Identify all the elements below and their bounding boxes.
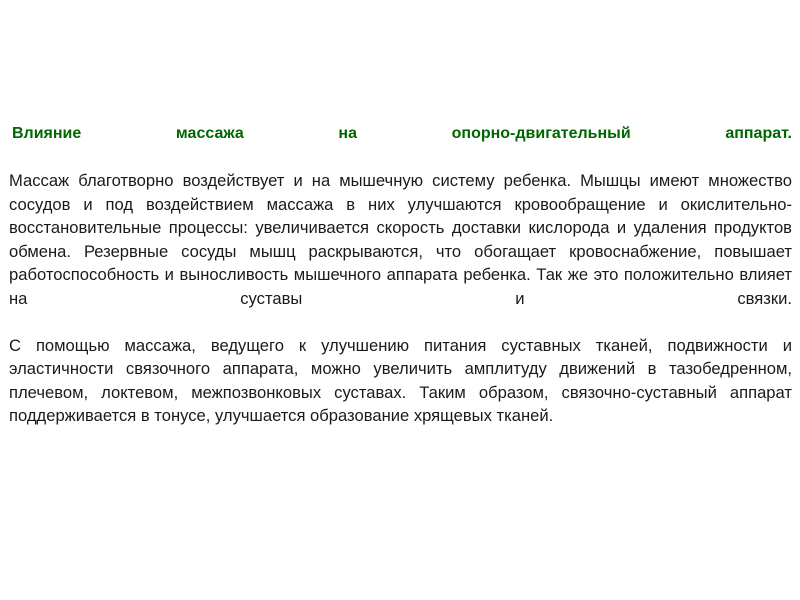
spacer xyxy=(9,310,792,334)
paragraph-joints: С помощью массажа, ведущего к улучшению питания суставных тканей, подвижности и эластичности связочного аппарата, можно увеличить амплитуду движений в тазобедренном, плечевом, локтевом, межпозвонковых суставах. Таким образом, связочно-суставный аппарат поддерживается в тонусе, улучшается образование хрящевых тканей. xyxy=(9,335,792,425)
slide-content xyxy=(9,123,792,428)
spacer xyxy=(9,145,792,169)
paragraph-muscles: Массаж благотворно воздействует и на мышечную систему ребенка. Мышцы имеют множество сосудов и под воздействием массажа в них улучшаются кровообращение и окислительно-восстановительные процессы: увеличивается скорость доставки кислорода и удаления продуктов обмена. Резервные сосуды мышц раскрываются, что обогащает кровоснабжение, повышает работоспособность и выносливость мышечного аппарата ребенка. Так же это положительно влияет на суставы и связки. xyxy=(9,171,792,308)
slide-title: Влияние массажа на опорно-двигательный аппарат. xyxy=(12,125,792,142)
